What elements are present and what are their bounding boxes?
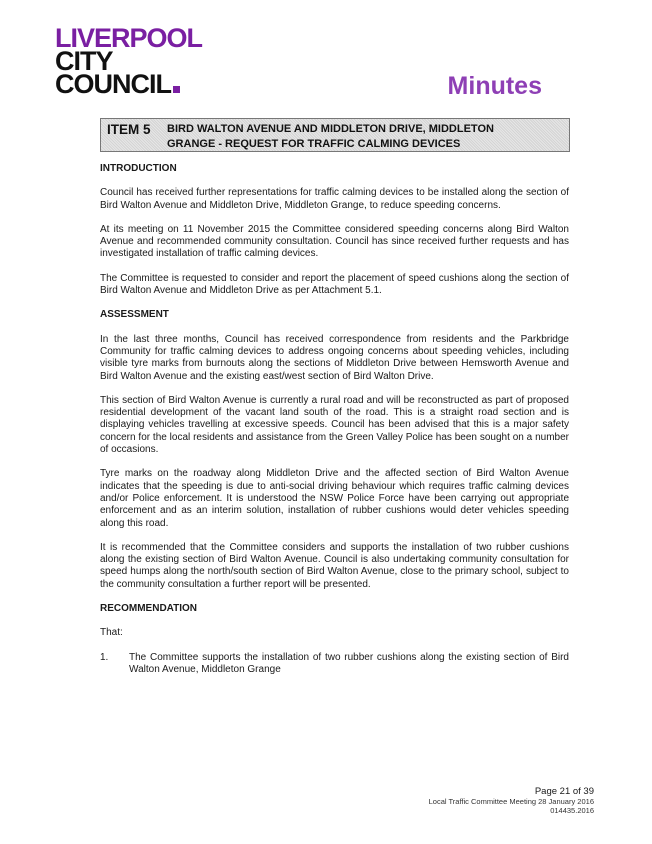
document-reference: 014435.2016 (550, 806, 594, 815)
heading-assessment: ASSESSMENT (100, 309, 169, 321)
recommendation-intro: That: (100, 627, 123, 639)
meeting-info: Local Traffic Committee Meeting 28 January 2016 (428, 797, 594, 806)
heading-introduction: INTRODUCTION (100, 163, 177, 174)
item-number: ITEM 5 (107, 122, 151, 137)
list-text: The Committee supports the installation of two rubber cushions along the existing section of Bird Walton Avenue, Middleton Grange (129, 651, 569, 675)
page-footer (429, 786, 594, 815)
page-number: Page 21 of 39 (534, 786, 594, 797)
paragraph: In the last three months, Council has received correspondence from residents and the Parkbridge Community for traffic calming devices to address ongoing concerns about speeding vehicles, including visible tyre marks from burnouts along the sections of Middleton Drive between Hemsworth Avenue and Bird Walton Avenue and the existing east/west section of Bird Walton Drive. (100, 333, 569, 382)
item-title-line2: GRANGE - REQUEST FOR TRAFFIC CALMING DEVICES (167, 138, 461, 150)
document-body (100, 163, 569, 676)
list-item (100, 652, 569, 677)
page-title: Minutes (447, 72, 542, 100)
item-header (100, 118, 570, 152)
paragraph: It is recommended that the Committee considers and supports the installation of two rubber cushions along the existing section of Bird Walton Avenue. Council is also undertaking community consultation for speed humps along the north/south section of Bird Walton Avenue, close to the primary school, subject to the community consultation a further report will be presented. (100, 541, 569, 590)
council-logo (55, 23, 203, 99)
logo-line-council-wrap (55, 69, 202, 99)
paragraph: This section of Bird Walton Avenue is currently a rural road and will be reconstructed as part of proposed residential development of the vacant land south of the road. This is a straight road section and is displaying vehicles travelling at excessive speeds. Council has been advised that this is a major safety concern for the local residents and assistance from the Green Valley Police has been sought on a number of occasions. (100, 394, 569, 456)
logo-line-liverpool: LIVERPOOL (55, 23, 203, 53)
heading-recommendation: RECOMMENDATION (100, 603, 198, 615)
logo-dot-icon (173, 86, 180, 93)
logo-line-council: COUNCIL (55, 69, 171, 99)
item-title (167, 119, 494, 152)
paragraph: The Committee is requested to consider and report the placement of speed cushions along the section of Bird Walton Avenue and Middleton Drive as per Attachment 5.1. (100, 272, 569, 297)
item-title-line1: BIRD WALTON AVENUE AND MIDDLETON DRIVE, MIDDLETON (167, 123, 494, 135)
paragraph: At its meeting on 11 November 2015 the Committee considered speeding concerns along Bird Walton Avenue and recommended community consultation. Council has since received further requests and has investigated installation of traffic calming devices. (100, 223, 569, 260)
paragraph: Council has received further representations for traffic calming devices to be installed along the section of Bird Walton Avenue and Middleton Drive, Middleton Grange, to reduce speeding concerns. (100, 187, 569, 211)
paragraph: Tyre marks on the roadway along Middleton Drive and the affected section of Bird Walton Avenue indicates that the speeding is due to anti-social driving behaviour which requires traffic calming devices and/or Police enforcement. It is understood the NSW Police Force have been carrying out appropriate enforcement and as an interim solution, installation of rubber cushions would deter vehicles speeding along this road. (100, 468, 569, 529)
logo-line-city: CITY (55, 46, 113, 76)
list-number: 1. (100, 651, 109, 663)
